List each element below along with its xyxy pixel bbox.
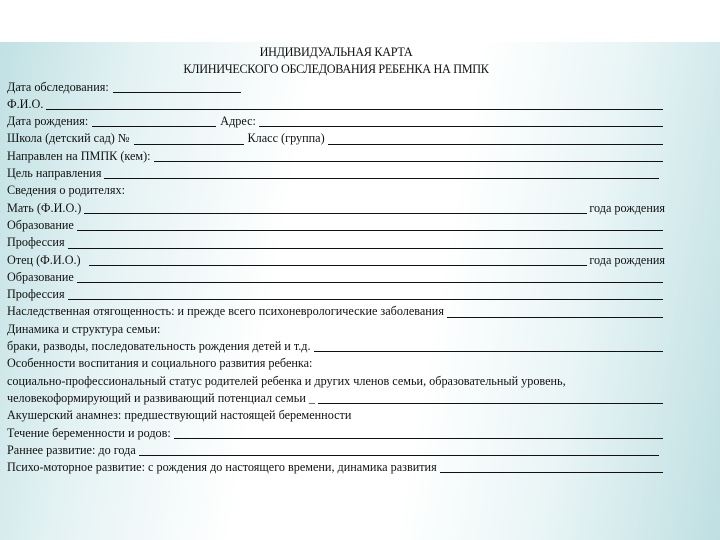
- row-mother: [7, 200, 665, 217]
- label: Дата рождения:: [7, 114, 89, 129]
- row-father-education: [7, 269, 665, 286]
- blank-referred[interactable]: [154, 161, 663, 162]
- row-purpose: [7, 165, 665, 182]
- blank-mother-profession[interactable]: [68, 248, 663, 249]
- blank-purpose[interactable]: [104, 178, 659, 179]
- blank-mother-education[interactable]: [77, 230, 663, 231]
- top-margin: [0, 0, 720, 42]
- row-exam-date: [7, 79, 665, 96]
- blank-early-dev[interactable]: [139, 455, 659, 456]
- label: Класс (группа): [247, 131, 325, 146]
- label: Профессия: [7, 287, 65, 302]
- label: Ф.И.О.: [7, 96, 44, 111]
- row-pregnancy: [7, 425, 665, 442]
- label: Цель направления: [7, 166, 102, 181]
- label: Акушерский анамнез: предшествующий настоящей беременности: [7, 408, 352, 423]
- blank-school[interactable]: [134, 144, 244, 145]
- section-heading: Особенности воспитания и социального развития ребенка:: [7, 356, 313, 371]
- row-family-header: [7, 321, 665, 338]
- label: социально-профессиональный статус родителей ребенка и других членов семьи, образовательный уровень,: [7, 373, 566, 388]
- row-father-profession: [7, 286, 665, 303]
- blank-fio[interactable]: [46, 109, 663, 110]
- label: года рождения: [589, 200, 665, 215]
- blank-exam-date[interactable]: [113, 92, 241, 93]
- row-referred: [7, 148, 665, 165]
- blank-family[interactable]: [314, 351, 663, 352]
- row-heredity: [7, 303, 665, 320]
- row-parents-header: [7, 182, 665, 199]
- blank-birth-date[interactable]: [92, 126, 216, 127]
- label: Образование: [7, 217, 74, 232]
- section-heading: Динамика и структура семьи:: [7, 321, 161, 336]
- label: Течение беременности и родов:: [7, 425, 171, 440]
- row-early-dev: [7, 442, 665, 459]
- label: Психо-моторное развитие: с рождения до настоящего времени, динамика развития: [7, 460, 437, 475]
- blank-father-profession[interactable]: [68, 299, 663, 300]
- blank-mother[interactable]: [84, 213, 587, 214]
- label: человекоформирующий и развивающий потенциал семьи _: [7, 390, 315, 405]
- label: Образование: [7, 269, 74, 284]
- label: Отец (Ф.И.О.): [7, 252, 81, 267]
- blank-address[interactable]: [259, 126, 663, 127]
- row-school: [7, 130, 665, 147]
- blank-father-education[interactable]: [77, 282, 663, 283]
- row-social-status: [7, 373, 665, 390]
- row-father: [7, 252, 665, 269]
- blank-heredity[interactable]: [447, 317, 663, 318]
- label: Мать (Ф.И.О.): [7, 200, 82, 215]
- label: года рождения: [589, 252, 665, 267]
- blank-father[interactable]: [89, 265, 588, 266]
- label: Школа (детский сад) №: [7, 131, 130, 146]
- blank-potential[interactable]: [318, 403, 663, 404]
- title-line-2: КЛИНИЧЕСКОГО ОБСЛЕДОВАНИЯ РЕБЕНКА НА ПМПК: [183, 62, 489, 77]
- label: Наследственная отягощенность: и прежде всего психоневрологические заболевания: [7, 304, 444, 319]
- label: Дата обследования:: [7, 79, 109, 94]
- row-psychomotor: [7, 459, 665, 476]
- row-potential: [7, 390, 665, 407]
- blank-pregnancy[interactable]: [174, 438, 663, 439]
- row-birth-address: [7, 113, 665, 130]
- row-fio: [7, 96, 665, 113]
- label: Адрес:: [220, 114, 256, 129]
- row-mother-profession: [7, 234, 665, 251]
- row-mother-education: [7, 217, 665, 234]
- label: Направлен на ПМПК (кем):: [7, 148, 151, 163]
- label: Профессия: [7, 235, 65, 250]
- clinical-exam-card: [7, 44, 665, 476]
- label: Раннее развитие: до года: [7, 442, 136, 457]
- row-obstetric: [7, 407, 665, 424]
- label: браки, разводы, последовательность рождения детей и т.д.: [7, 339, 311, 354]
- title-line-1: ИНДИВИДУАЛЬНАЯ КАРТА: [259, 45, 413, 59]
- section-heading: Сведения о родителях:: [7, 183, 125, 198]
- row-upbringing-header: [7, 355, 665, 372]
- blank-psychomotor[interactable]: [440, 472, 663, 473]
- blank-class[interactable]: [328, 144, 663, 145]
- row-family-detail: [7, 338, 665, 355]
